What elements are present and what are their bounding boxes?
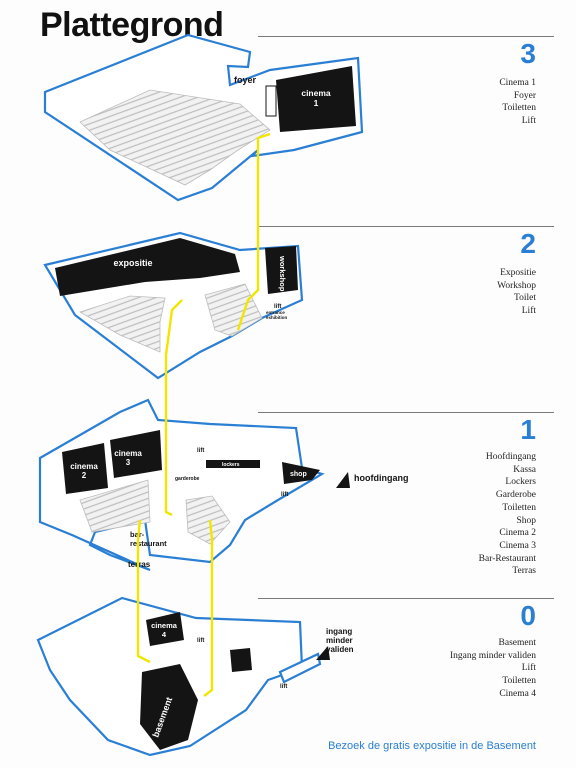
legend-item: Ingang minder validen — [449, 650, 536, 661]
legend-item: Expositie — [500, 268, 536, 278]
restaurant-label: restaurant — [130, 539, 167, 548]
workshop-label: workshop — [278, 256, 287, 292]
bar-label: bar- — [130, 530, 145, 539]
lift-label: lift — [274, 304, 282, 310]
floor-2-number: 2 — [520, 228, 536, 259]
legend-item: Cinema 2 — [499, 528, 536, 539]
entrance-exhibition-label: exhibition — [266, 315, 288, 320]
floor-2-plan — [45, 233, 302, 378]
cinema-1-label: cinema — [301, 88, 331, 98]
legend-item: Lift — [521, 306, 536, 317]
ingang-label: ingang — [326, 627, 353, 636]
cinema-1-number-label: 1 — [313, 98, 319, 108]
floor-3-number: 3 — [520, 38, 536, 69]
hoofdingang-label: hoofdingang — [354, 473, 409, 483]
page-title: Plattegrond — [40, 6, 224, 44]
lift-label: lift — [281, 492, 289, 498]
legend-item: Terras — [512, 566, 536, 577]
lift-label: lift — [197, 448, 205, 454]
legend-item: Toilet — [513, 293, 536, 304]
legend-item: Shop — [516, 515, 536, 526]
legend-item: Cinema 1 — [499, 78, 536, 88]
floor-0-number: 0 — [520, 600, 536, 631]
entrance-label: entrance — [266, 310, 285, 315]
legend-item: Kassa — [513, 464, 536, 475]
legend-item: Lockers — [505, 477, 536, 488]
floor-3-plan — [45, 35, 362, 200]
legend-item: Workshop — [497, 280, 536, 291]
hoofdingang-arrow-icon — [336, 472, 350, 488]
garderobe-label: garderobe — [175, 476, 200, 482]
legend-item: Garderobe — [495, 490, 536, 501]
floor-0-dark-block — [230, 648, 252, 672]
floor-0-plan — [38, 598, 354, 755]
legend-item: Toiletten — [502, 502, 536, 513]
footer-note: Bezoek de gratis expositie in de Basement — [328, 740, 536, 752]
lockers-label: lockers — [222, 462, 240, 468]
lift-label: lift — [280, 684, 288, 690]
shop-label: shop — [290, 471, 307, 478]
cinema-3-number-label: 3 — [125, 458, 131, 467]
legend-item: Toiletten — [502, 676, 536, 687]
foyer-label: foyer — [234, 75, 257, 85]
cinema-2-number-label: 2 — [81, 471, 87, 480]
terras-label: terras — [128, 560, 151, 569]
basement-label: basement — [150, 695, 175, 739]
legend-item: Hoofdingang — [485, 452, 536, 462]
cinema-2-label: cinema — [70, 462, 98, 471]
minder-label: minder — [326, 636, 353, 645]
cinema-4-number-label: 4 — [161, 630, 167, 639]
lift-label: lift — [197, 638, 205, 644]
legend-item: Bar-Restaurant — [478, 553, 536, 564]
floor-1-plan — [40, 400, 408, 570]
cinema-3-label: cinema — [114, 449, 142, 458]
lift-label: lift — [289, 120, 297, 126]
legend-item: Toiletten — [502, 103, 536, 114]
cinema-4-label: cinema — [151, 621, 177, 630]
expositie-label: expositie — [113, 258, 153, 268]
legend-item: Lift — [521, 663, 536, 674]
legend-item: Cinema 4 — [499, 688, 536, 699]
legend-item: Cinema 3 — [499, 540, 536, 551]
validen-label: validen — [326, 645, 354, 654]
legend-item: Foyer — [513, 90, 536, 101]
legend-item: Basement — [498, 638, 536, 648]
legend-item: Lift — [521, 116, 536, 127]
floor-1-number: 1 — [520, 414, 536, 445]
